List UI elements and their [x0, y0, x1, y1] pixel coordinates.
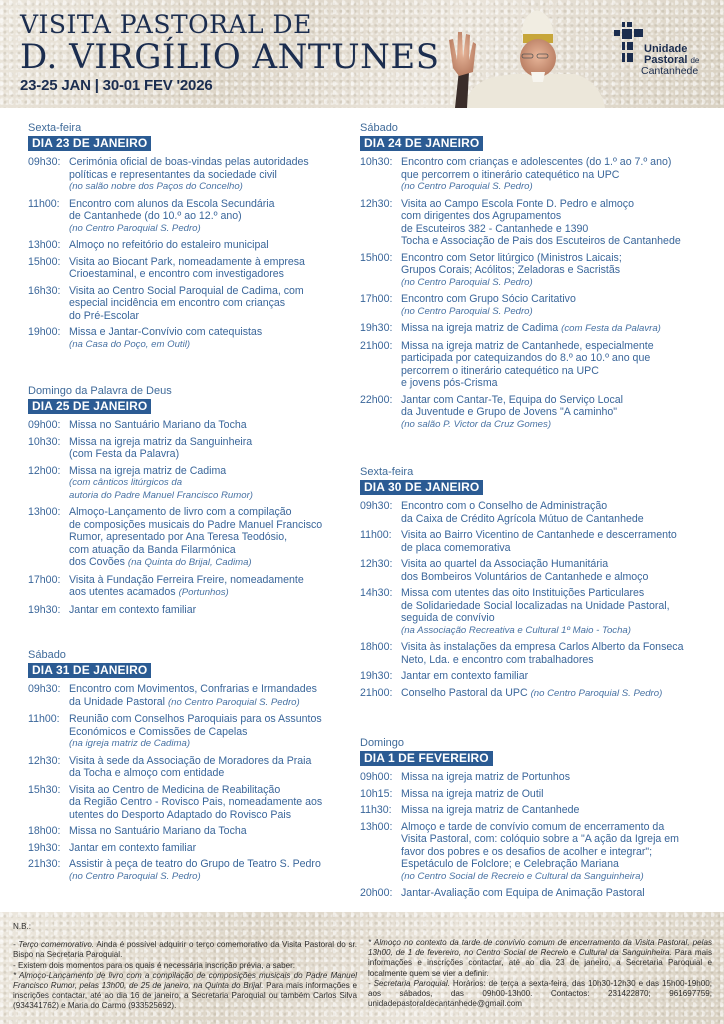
- event-text-line: Almoço no refeitório do estaleiro municipal: [69, 239, 269, 251]
- event-location-note: (com Festa da Palavra): [561, 323, 661, 334]
- event-text-line: de placa comemorativa: [401, 541, 511, 554]
- schedule-event: [360, 587, 683, 637]
- day-block: [28, 122, 309, 351]
- schedule-event: [360, 771, 679, 784]
- logo-text-de: de: [690, 56, 700, 65]
- event-text-line: de Cantanhede (do 10.º ao 12.º ano): [69, 210, 242, 222]
- logo-text-pastoral: Pastoral: [644, 54, 688, 66]
- event-description: [401, 771, 679, 784]
- event-description: [401, 293, 681, 318]
- event-location-note: (na Associação Recreativa e Cultural 1º Maio - Tocha): [401, 624, 631, 636]
- event-location-note: (no Centro Paroquial S. Pedro): [69, 870, 201, 882]
- event-description: [401, 804, 679, 817]
- event-location-note: (no Centro Paroquial S. Pedro): [401, 276, 533, 288]
- event-description: [69, 239, 309, 252]
- event-time: 17h00:: [28, 573, 61, 586]
- event-text-line: da Tocha e almoço com entidade: [69, 767, 225, 779]
- event-text-line: Visita às instalações da empresa Carlos Alberto da Fonseca: [401, 641, 684, 653]
- event-description: [69, 858, 322, 883]
- event-text-line: [69, 696, 322, 710]
- event-time: 12h30:: [360, 197, 393, 210]
- event-time: 10h15:: [360, 787, 393, 800]
- day-heading: DIA 30 DE JANEIRO: [360, 480, 483, 495]
- title-line-1: VISITA PASTORAL DE: [20, 10, 312, 39]
- nb-label: N.B.:: [13, 922, 31, 931]
- event-description: [69, 506, 322, 570]
- event-text: Conselho Pastoral da UPC: [401, 686, 528, 699]
- day-block: [28, 385, 322, 616]
- event-time: 12h00:: [28, 464, 61, 477]
- event-description: [401, 670, 683, 683]
- event-text-line: Encontro com Movimentos, Confrarias e Irmandades: [69, 683, 317, 695]
- event-text-line: percorrem o itinerário catequético na UPC: [401, 364, 599, 377]
- event-location-note: (na igreja matriz de Cadima): [69, 738, 191, 749]
- schedule-event: [360, 670, 683, 683]
- title-line-2: D. VIRGÍLIO ANTUNES: [20, 37, 440, 77]
- event-time: 13h00:: [28, 239, 61, 251]
- event-time: 15h00:: [360, 251, 393, 264]
- footer-note-paragraph: [368, 938, 712, 979]
- event-time: 21h00:: [360, 339, 393, 352]
- event-text-line: Missa na igreja matriz de Portunhos: [401, 771, 570, 783]
- event-text-line: Missa na igreja matriz de Outil: [401, 787, 544, 800]
- schedule-event: [360, 687, 683, 701]
- weekday-label: Sexta-feira: [360, 466, 414, 478]
- footer-note-emphasis: * Almoço-Lançamento de livro com a compilação de composições musicais do Padre Manuel Francisco Rumor, pelas 13h00, de 25 de janeiro, na Quinta do Brijal.: [13, 970, 357, 991]
- event-time: 18h00:: [360, 641, 393, 653]
- event-text-line: especial incidência em encontro com crianças: [69, 297, 286, 309]
- event-location-note: autoria do Padre Manuel Francisco Rumor): [69, 489, 253, 501]
- event-text-line: com dirigentes dos Agrupamentos: [401, 210, 562, 222]
- weekday-label: Sábado: [28, 649, 66, 661]
- event-text-line: [69, 586, 322, 600]
- event-location-note: (no Centro Paroquial S. Pedro): [401, 181, 533, 192]
- footer-notes: [0, 912, 724, 1024]
- schedule-event: [360, 293, 681, 318]
- event-time: 09h30:: [28, 156, 61, 168]
- event-location-note: (no Centro Social de Recreio e Cultural da Sanguinheira): [401, 870, 644, 882]
- event-text-line: Assistir à peça de teatro do Grupo de Teatro S. Pedro: [69, 858, 321, 870]
- footer-note-emphasis: - Secretaria Paroquial.: [368, 978, 450, 988]
- event-time: 19h30:: [360, 670, 393, 682]
- event-text-line: Visita ao Centro de Medicina de Reabilitação: [69, 783, 281, 796]
- day-block: [360, 466, 683, 700]
- visit-dates: 23-25 JAN | 30-01 FEV '2026: [20, 77, 213, 94]
- event-time: 11h00:: [28, 713, 60, 725]
- footer-note-text: Para mais informações e inscrições contactar, até ao dia 23 de janeiro, a Secretaria Paroquial e localmente quem se vier a definir.: [368, 948, 712, 978]
- event-text-line: Visita Pastoral, com: colóquio sobre a "A ação da Igreja em: [401, 833, 679, 845]
- schedule-event: [28, 784, 322, 822]
- event-text-line: de Solidariedade Social localizadas na Unidade Pastoral,: [401, 599, 670, 612]
- day-heading: DIA 31 DE JANEIRO: [28, 663, 151, 678]
- event-time: 16h30:: [28, 284, 61, 297]
- event-text-line: Missa com utentes das oito Instituições Particulares: [401, 587, 645, 599]
- schedule-event: [360, 821, 679, 884]
- logo-text-cantanhede: Cantanhede: [641, 65, 699, 77]
- unidade-pastoral-logo: [612, 22, 712, 82]
- event-location-note: (com cânticos litúrgicos da: [69, 477, 183, 488]
- event-time: 19h30:: [28, 841, 61, 854]
- event-text-line: da Região Centro - Rovisco Pais, nomeadamente aos: [69, 796, 323, 808]
- event-text-line: Visita ao Biocant Park, nomeadamente à empresa: [69, 255, 305, 268]
- event-text-line: Visita ao Campo Escola Fonte D. Pedro e almoço: [401, 197, 634, 210]
- event-description: [401, 500, 683, 525]
- schedule-event: [28, 842, 322, 855]
- event-description: [69, 419, 322, 432]
- event-text-line: Jantar em contexto familiar: [69, 603, 197, 616]
- event-description: [401, 687, 683, 701]
- event-text-line: Visita à sede da Associação de Moradores da Praia: [69, 754, 312, 767]
- event-description: [69, 198, 309, 236]
- schedule-event: [28, 604, 322, 617]
- event-text: Missa na igreja matriz de Cadima: [401, 322, 559, 334]
- event-text-line: Reunião com Conselhos Paroquiais para os Assuntos: [69, 713, 322, 725]
- footer-note-paragraph: [368, 979, 712, 1010]
- day-heading: DIA 1 DE FEVEREIRO: [360, 751, 493, 766]
- schedule-event: [360, 887, 679, 900]
- schedule-event: [28, 825, 322, 838]
- event-time: 19h30:: [360, 322, 393, 334]
- schedule-event: [360, 394, 681, 432]
- event-location-note: (no Centro Paroquial S. Pedro): [69, 222, 201, 234]
- day-heading: DIA 23 DE JANEIRO: [28, 136, 151, 151]
- event-description: [401, 252, 681, 290]
- event-description: [401, 394, 681, 432]
- footer-note-emphasis: * Almoço no contexto da tarde de convívio comum de encerramento da Visita Pastoral, pelas 13h00, de 1 de fevereiro, no Centro Social de Recreio e Cultural da Sanguinheira.: [368, 938, 712, 958]
- footer-note-text: Para mais informações e inscrições contactar, até ao dia 16 de janeiro, a Secretaria Paroquial ou também Carlos Silva (934341762) e Maria do Carmo (933525692).: [13, 981, 357, 1011]
- event-time: 12h30:: [28, 754, 61, 767]
- footer-note-paragraph: [13, 940, 357, 960]
- event-text-line: e jovens pós-Crisma: [401, 377, 498, 389]
- event-text-line: participada por catequizandos do 8.º ao 10.º ano que: [401, 352, 651, 364]
- event-time: 11h30:: [360, 804, 392, 816]
- event-text-line: Missa na igreja matriz da Sanguinheira: [69, 435, 253, 448]
- event-time: 19h00:: [28, 326, 61, 338]
- event-text-line: [401, 687, 683, 701]
- event-text-line: Almoço e tarde de convívio comum de encerramento da: [401, 820, 665, 833]
- event-description: [69, 604, 322, 617]
- event-text-line: que percorrem o itinerário catequético na UPC: [401, 168, 620, 181]
- event-time: 13h00:: [360, 820, 393, 833]
- weekday-label: Sexta-feira: [28, 122, 82, 134]
- event-text-line: Encontro com Grupo Sócio Caritativo: [401, 293, 576, 305]
- event-text-line: Encontro com Setor litúrgico (Ministros Laicais;: [401, 251, 622, 264]
- schedule-event: [28, 574, 322, 600]
- event-description: [69, 825, 322, 838]
- footer-note-emphasis: - Terço comemorativo.: [13, 940, 95, 950]
- event-time: 14h30:: [360, 587, 393, 599]
- event-text-line: favor dos pobres e os desafios de acolher e integrar";: [401, 845, 653, 858]
- event-text-line: seguida de convívio: [401, 612, 495, 624]
- schedule-event: [28, 198, 309, 236]
- schedule-event: [360, 156, 681, 194]
- event-text: da Unidade Pastoral: [69, 695, 165, 708]
- event-text-line: Encontro com alunos da Escola Secundária: [69, 197, 275, 210]
- event-location-note: (no salão P. Victor da Cruz Gomes): [401, 418, 552, 430]
- bishop-photo: [445, 10, 605, 108]
- event-description: [69, 713, 322, 751]
- event-text: aos utentes acamados: [69, 586, 176, 598]
- event-text-line: da Juventude e Grupo de Jovens "A caminho": [401, 406, 618, 418]
- event-time: 19h30:: [28, 603, 61, 616]
- event-text-line: Visita à Fundação Ferreira Freire, nomeadamente: [69, 573, 304, 586]
- event-location-note: (no Centro Paroquial S. Pedro): [401, 305, 533, 317]
- event-text-line: de composições musicais do Padre Manuel Francisco: [69, 518, 323, 531]
- event-description: [69, 436, 322, 461]
- schedule-event: [360, 340, 681, 390]
- event-text-line: Missa na igreja matriz de Cantanhede, especialmente: [401, 339, 654, 352]
- event-location-note: (no Centro Paroquial S. Pedro): [530, 687, 663, 699]
- event-text-line: Económicos e Comissões de Capelas: [69, 725, 248, 738]
- schedule-event: [28, 419, 322, 432]
- event-time: 11h00:: [360, 529, 392, 541]
- footer-notes-left: [13, 922, 357, 1012]
- event-description: [401, 558, 683, 583]
- event-text-line: Jantar-Avaliação com Equipa de Animação Pastoral: [401, 887, 645, 899]
- event-text-line: políticas e representantes da sociedade civil: [69, 168, 277, 181]
- logo-text-unidade: Unidade: [644, 43, 688, 55]
- schedule-event: [360, 322, 681, 336]
- event-location-note: (na Quinta do Brijal, Cadima): [127, 557, 252, 568]
- schedule-event: [28, 713, 322, 751]
- event-time: 11h00:: [28, 197, 60, 210]
- event-location-note: (no Centro Paroquial S. Pedro): [167, 696, 300, 708]
- schedule-event: [360, 529, 683, 554]
- schedule-event: [360, 788, 679, 801]
- event-text: dos Covões: [69, 556, 125, 568]
- event-description: [69, 574, 322, 600]
- footer-note-paragraph: [13, 961, 357, 971]
- event-text-line: Grupos Corais; Acólitos; Zeladoras e Sacristãs: [401, 264, 621, 276]
- day-heading: DIA 24 DE JANEIRO: [360, 136, 483, 151]
- event-description: [69, 465, 322, 503]
- schedule-event: [28, 285, 309, 323]
- event-text-line: Visita ao Bairro Vicentino de Cantanhede e descerramento: [401, 529, 677, 541]
- event-text-line: Jantar em contexto familiar: [401, 670, 529, 682]
- event-location-note: (no salão nobre dos Paços do Concelho): [69, 181, 243, 192]
- event-text-line: Neto, Lda. e encontro com trabalhadores: [401, 653, 594, 666]
- schedule-event: [28, 436, 322, 461]
- event-text-line: Jantar com Cantar-Te, Equipa do Serviço Local: [401, 393, 623, 406]
- day-heading: DIA 25 DE JANEIRO: [28, 399, 151, 414]
- schedule-event: [28, 465, 322, 503]
- event-description: [401, 641, 683, 666]
- event-description: [401, 198, 681, 248]
- weekday-label: Domingo da Palavra de Deus: [28, 385, 172, 397]
- event-time: 20h00:: [360, 887, 393, 899]
- event-text-line: Jantar em contexto familiar: [69, 841, 197, 854]
- event-description: [401, 340, 681, 390]
- event-description: [69, 784, 322, 822]
- event-description: [401, 156, 681, 194]
- event-text-line: de Escuteiros 382 - Cantanhede e 1390: [401, 222, 589, 235]
- event-text-line: [401, 322, 681, 336]
- event-text-line: Missa e Jantar-Convívio com catequistas: [69, 326, 263, 338]
- event-time: 09h00:: [28, 419, 61, 431]
- event-description: [401, 821, 679, 884]
- event-text-line: da Caixa de Crédito Agrícola Mútuo de Cantanhede: [401, 512, 644, 525]
- day-block: [360, 737, 679, 900]
- footer-note-text: - Existem dois momentos para os quais é necessária inscrição prévia, a saber:: [13, 960, 296, 970]
- schedule-event: [360, 198, 681, 248]
- event-time: 09h30:: [360, 500, 393, 512]
- event-description: [69, 156, 309, 194]
- event-description: [401, 322, 681, 336]
- footer-note-text: Ainda é possível adquirir o terço comemorativo da Visita Pastoral do sr. Bispo na Secretaria Paroquial.: [13, 940, 357, 960]
- schedule-event: [28, 755, 322, 780]
- event-text-line: Tocha e Associação de Pais dos Escuteiros de Cantanhede: [401, 235, 681, 247]
- event-text-line: dos Bombeiros Voluntários de Cantanhede e almoço: [401, 570, 649, 583]
- event-description: [69, 842, 322, 855]
- schedule-event: [360, 558, 683, 583]
- event-location-note: (Portunhos): [178, 587, 229, 598]
- event-time: 12h30:: [360, 558, 393, 570]
- event-time: 15h30:: [28, 783, 61, 796]
- event-description: [69, 683, 322, 709]
- event-description: [69, 755, 322, 780]
- event-text-line: Missa no Santuário Mariano da Tocha: [69, 419, 247, 431]
- event-text-line: do Pré-Escolar: [69, 309, 140, 322]
- footer-note-text: Horários: de terça a sexta-feira, das 10h30-12h30 e das 15h00-19h00; aos sábados, das 09h00-13h00. Contactos: 231422870; 961697759; unidadepastoraldecantanhede@gmail.com: [368, 978, 712, 1009]
- event-time: 21h30:: [28, 858, 61, 870]
- event-time: 22h00:: [360, 393, 393, 406]
- event-text-line: utentes do Desporto Adaptado do Rovisco Pais: [69, 808, 292, 821]
- schedule-event: [28, 156, 309, 194]
- event-text-line: Visita ao Centro Social Paroquial de Cadima, com: [69, 284, 304, 297]
- event-text-line: Missa na igreja matriz de Cantanhede: [401, 804, 580, 816]
- schedule-event: [360, 252, 681, 290]
- event-time: 10h30:: [360, 156, 393, 168]
- event-text-line: [69, 556, 322, 570]
- schedule-event: [28, 506, 322, 570]
- weekday-label: Sábado: [360, 122, 398, 134]
- schedule-event: [360, 500, 683, 525]
- event-text-line: Encontro com crianças e adolescentes (do 1.º ao 7.º ano): [401, 156, 672, 168]
- footer-note-paragraph: [13, 971, 357, 1012]
- event-location-note: (na Casa do Poço, em Outil): [69, 338, 191, 350]
- event-text-line: Visita ao quartel da Associação Humanitária: [401, 558, 609, 570]
- event-time: 10h30:: [28, 435, 61, 448]
- day-block: [28, 649, 322, 883]
- event-text-line: (com Festa da Palavra): [69, 448, 180, 460]
- event-description: [401, 788, 679, 801]
- schedule-event: [28, 239, 309, 252]
- event-time: 09h00:: [360, 771, 393, 783]
- schedule-event: [28, 858, 322, 883]
- event-description: [401, 587, 683, 637]
- event-description: [401, 887, 679, 900]
- event-description: [401, 529, 683, 554]
- event-time: 18h00:: [28, 825, 61, 837]
- event-text-line: Cerimónia oficial de boas-vindas pelas autoridades: [69, 156, 309, 168]
- event-text-line: Encontro com o Conselho de Administração: [401, 500, 608, 512]
- event-description: [69, 285, 309, 323]
- event-text-line: Crioestaminal, e encontro com investigadores: [69, 268, 284, 280]
- event-text-line: Missa na igreja matriz de Cadima: [69, 464, 227, 477]
- weekday-label: Domingo: [360, 737, 405, 749]
- event-time: 17h00:: [360, 293, 393, 305]
- event-time: 13h00:: [28, 506, 61, 518]
- schedule-event: [360, 804, 679, 817]
- event-time: 21h00:: [360, 686, 393, 699]
- cross-logo-icon: [612, 22, 646, 70]
- event-text-line: Missa no Santuário Mariano da Tocha: [69, 825, 247, 837]
- schedule-event: [360, 641, 683, 666]
- schedule-event: [28, 256, 309, 281]
- event-description: [69, 326, 309, 351]
- event-description: [69, 256, 309, 281]
- event-time: 09h30:: [28, 683, 61, 695]
- footer-notes-right: [368, 938, 712, 1009]
- event-text-line: com atuação da Banda Filarmónica: [69, 543, 236, 556]
- event-time: 15h00:: [28, 255, 61, 268]
- schedule-event: [28, 683, 322, 709]
- schedule-event: [28, 326, 309, 351]
- event-text-line: Espetáculo de Folclore; e Celebração Mariana: [401, 858, 619, 870]
- event-text-line: Rumor, apresentado por Ana Teresa Teodósio,: [69, 531, 288, 543]
- day-block: [360, 122, 681, 431]
- event-text-line: Almoço-Lançamento de livro com a compilação: [69, 506, 292, 518]
- header-banner: [0, 0, 724, 108]
